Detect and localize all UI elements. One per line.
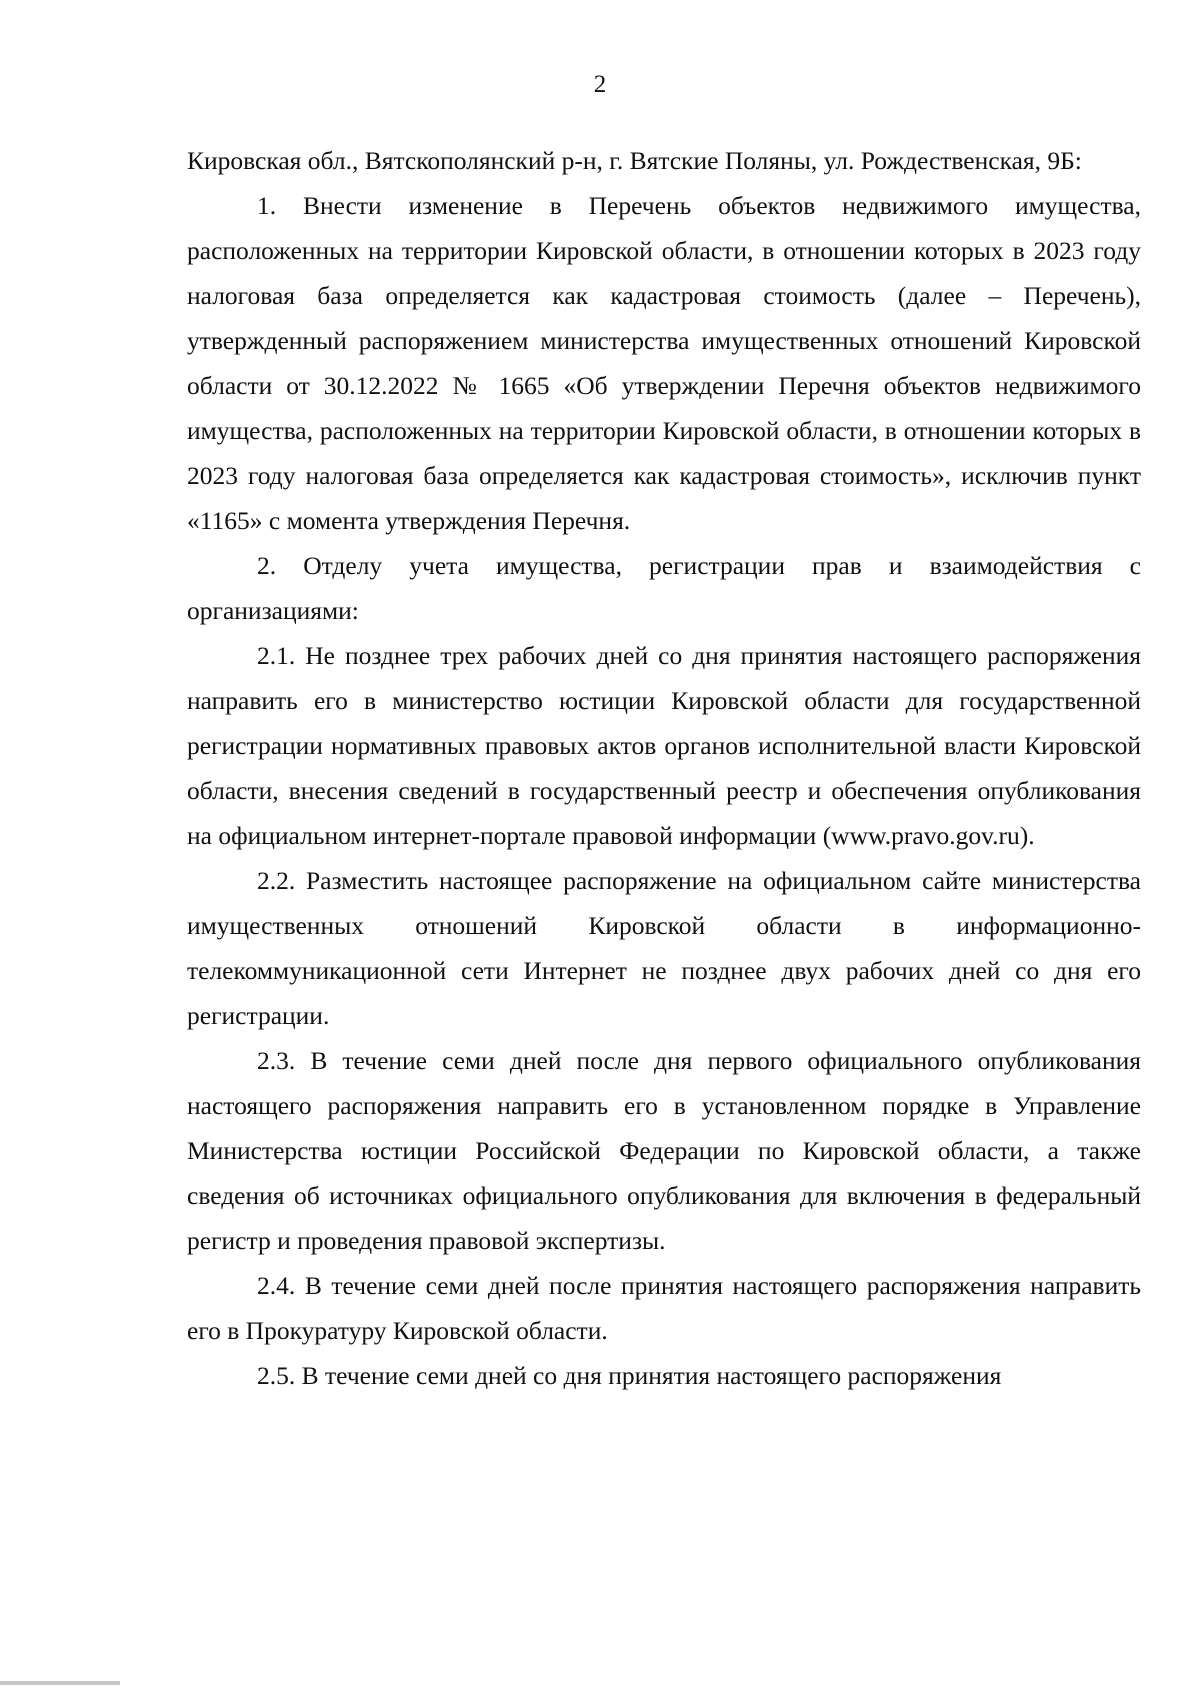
clause-2-2-paragraph: 2.2. Разместить настоящее распоряжение на официальном сайте министерства имущественных отношений Кировской области в информационно-телекоммуникационной сети Интернет не позднее двух рабочих дней со дня его регистрации. <box>187 866 1141 1030</box>
clause-1-paragraph: 1. Внести изменение в Перечень объектов недвижимого имущества, расположенных на территории Кировской области, в отношении которых в 2023 году налоговая база определяется как кадастровая стоимость (далее – Перечень), утвержденный распоряжением министерства имущественных отношений Кировской области от 30.12.2022 № 1665 «Об утверждении Перечня объектов недвижимого имущества, расположенных на территории Кировской области, в отношении которых в 2023 году налоговая база определяется как кадастровая стоимость», исключив пункт «1165» с момента утверждения Перечня. <box>187 191 1141 535</box>
clause-2-1-paragraph: 2.1. Не позднее трех рабочих дней со дня принятия настоящего распоряжения направить его в министерство юстиции Кировской области для государственной регистрации нормативных правовых актов органов исполнительной власти Кировской области, внесения сведений в государственный реестр и обеспечения опубликования на официальном интернет-портале правовой информации (www.pravo.gov.ru). <box>187 641 1141 850</box>
address-continuation-paragraph: Кировская обл., Вятскополянский р-н, г. Вятские Поляны, ул. Рождественская, 9Б: <box>187 146 1082 175</box>
document-body <box>187 138 1141 1398</box>
clause-2-5-paragraph: 2.5. В течение семи дней со дня принятия настоящего распоряжения <box>257 1361 1002 1390</box>
page-number: 2 <box>593 71 607 98</box>
scan-edge-artifact <box>0 1681 1200 1685</box>
clause-2-3-paragraph: 2.3. В течение семи дней после дня первого официального опубликования настоящего распоряжения направить его в установленном порядке в Управление Министерства юстиции Российской Федерации по Кировской области, а также сведения об источниках официального опубликования для включения в федеральный регистр и проведения правовой экспертизы. <box>187 1046 1141 1255</box>
clause-2-4-paragraph: 2.4. В течение семи дней после принятия настоящего распоряжения направить его в Прокуратуру Кировской области. <box>187 1271 1141 1345</box>
clause-2-paragraph: 2. Отделу учета имущества, регистрации прав и взаимодействия с организациями: <box>187 551 1141 625</box>
